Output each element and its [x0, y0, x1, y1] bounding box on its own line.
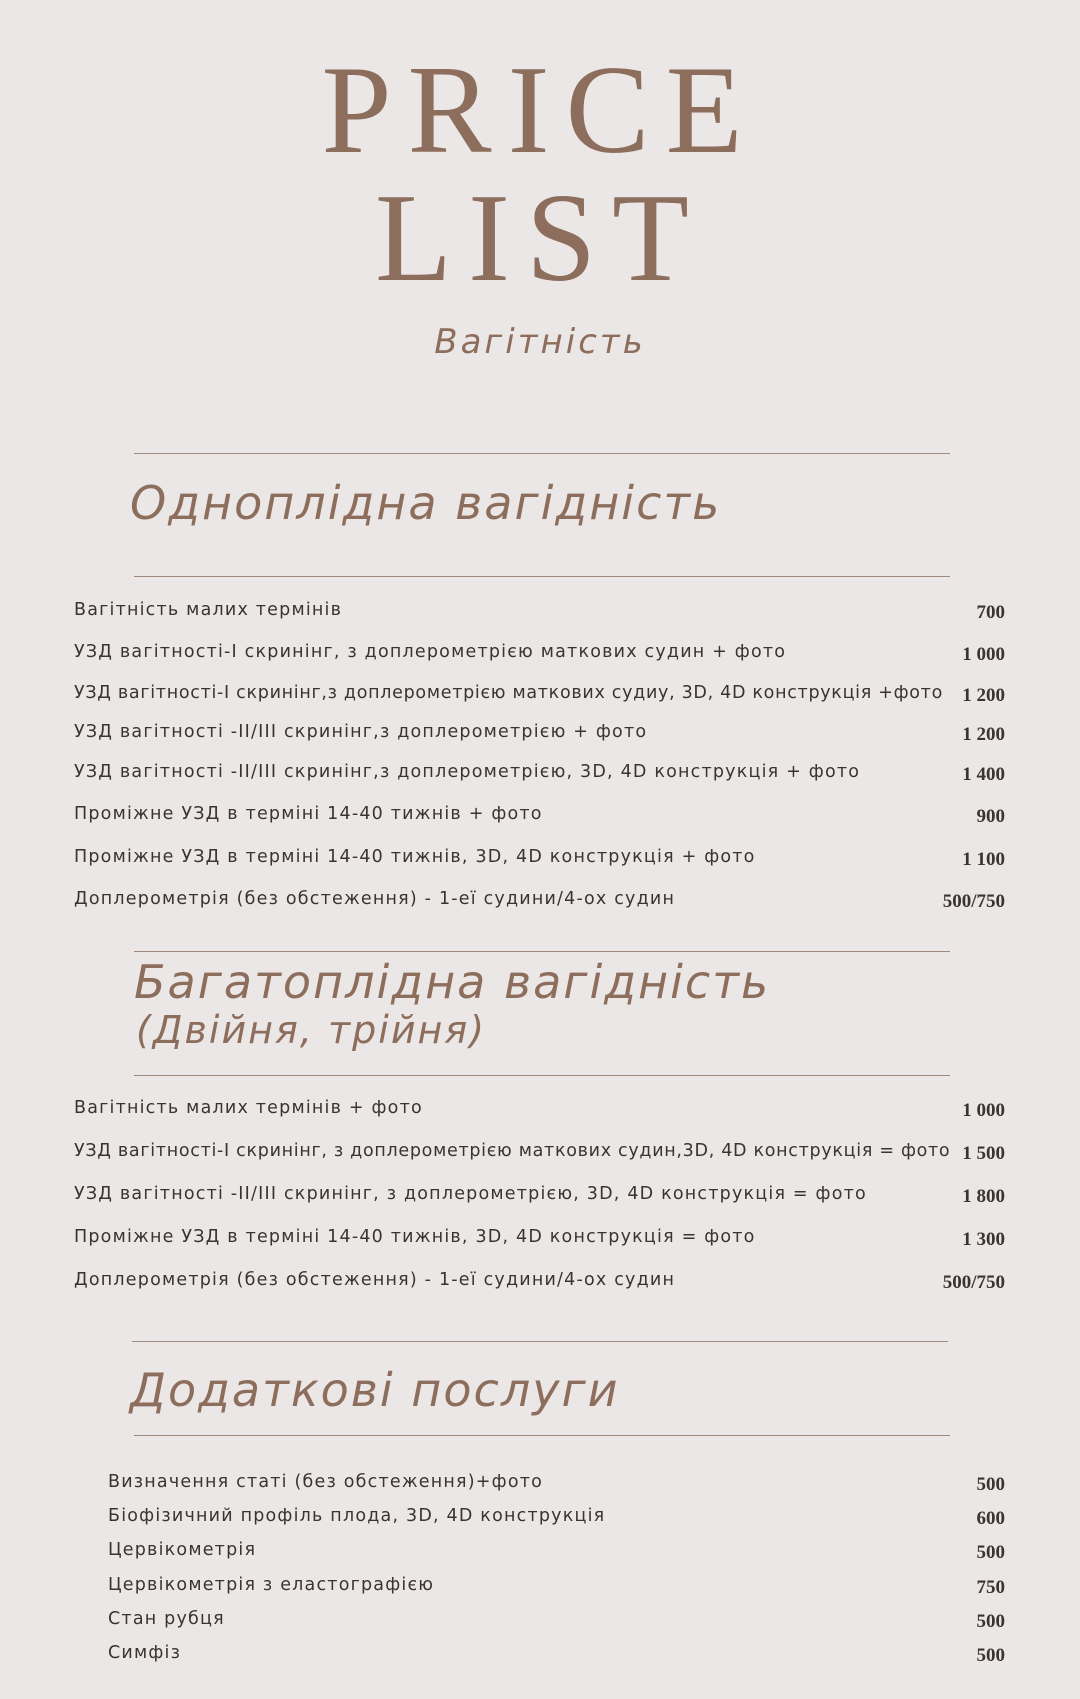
service-name: Проміжне УЗД в терміні 14-40 тижнів, 3D, 4D конструкція + фото [74, 847, 756, 867]
service-name: УЗД вагітності -ІІ/ІІІ скринінг,з доплерометрією + фото [74, 722, 648, 742]
service-price: 1 800 [962, 1186, 1005, 1207]
section-divider-top [134, 951, 950, 952]
service-price: 500 [976, 1645, 1005, 1666]
service-name: Доплерометрія (без обстеження) - 1-еї судини/4-ох судин [74, 889, 676, 909]
service-name: УЗД вагітності-І скринінг,з доплерометрією маткових судиу, 3D, 4D конструкція +фото [74, 683, 943, 703]
service-price: 500/750 [942, 891, 1005, 912]
service-name: Стан рубця [108, 1609, 225, 1629]
service-price: 500 [976, 1542, 1005, 1563]
section-divider-bottom [134, 576, 950, 577]
service-price: 1 000 [962, 1100, 1005, 1121]
price-row [0, 1506, 1080, 1536]
service-price: 600 [976, 1508, 1005, 1529]
section-divider-bottom [134, 1075, 950, 1076]
service-price: 500 [976, 1611, 1005, 1632]
service-name: Вагітність малих термінів [74, 600, 343, 620]
service-name: УЗД вагітності -ІІ/ІІІ скринінг, з доплерометрією, 3D, 4D конструкція = фото [74, 1184, 867, 1204]
price-row [0, 722, 1080, 752]
service-price: 1 200 [962, 685, 1005, 706]
price-row [0, 1270, 1080, 1300]
section-heading-multiple: Багатоплідна вагідність [134, 955, 771, 1009]
price-row [0, 642, 1080, 672]
service-price: 500/750 [942, 1272, 1005, 1293]
service-price: 1 500 [962, 1143, 1005, 1164]
service-name: Симфіз [108, 1643, 182, 1663]
service-name: Проміжне УЗД в терміні 14-40 тижнів, 3D, 4D конструкція = фото [74, 1227, 756, 1247]
service-price: 700 [976, 602, 1005, 623]
page-subtitle: Вагітність [434, 322, 646, 362]
service-name: Цервікометрія з еластографією [108, 1575, 435, 1595]
service-price: 1 300 [962, 1229, 1005, 1250]
price-row [0, 1184, 1080, 1214]
title-price: PRICE [321, 41, 759, 180]
service-name: Доплерометрія (без обстеження) - 1-еї судини/4-ох судин [74, 1270, 676, 1290]
service-price: 1 000 [962, 644, 1005, 665]
service-name: УЗД вагітності-І скринінг, з доплерометрією маткових судин,3D, 4D конструкція = фото [74, 1141, 951, 1161]
price-row [0, 600, 1080, 630]
section-divider-bottom [134, 1435, 950, 1436]
service-name: УЗД вагітності -ІІ/ІІІ скринінг,з доплерометрією, 3D, 4D конструкція + фото [74, 762, 861, 782]
price-row [0, 889, 1080, 919]
service-name: Вагітність малих термінів + фото [74, 1098, 423, 1118]
service-name: Цервікометрія [108, 1540, 257, 1560]
service-price: 500 [976, 1474, 1005, 1495]
price-row [0, 1472, 1080, 1502]
section-divider-top [132, 1341, 948, 1342]
section-divider-top [134, 453, 950, 454]
price-row [0, 1609, 1080, 1639]
service-price: 750 [976, 1577, 1005, 1598]
service-name: Біофізичний профіль плода, 3D, 4D конструкція [108, 1506, 606, 1526]
section-heading-singleton: Одноплідна вагідність [130, 476, 722, 530]
service-name: Визначення статі (без обстеження)+фото [108, 1472, 544, 1492]
price-row [0, 683, 1080, 713]
service-price: 1 100 [962, 849, 1005, 870]
price-row [0, 847, 1080, 877]
service-name: Проміжне УЗД в терміні 14-40 тижнів + фото [74, 804, 543, 824]
section-subheading-multiple: (Двійня, трійня) [136, 1008, 487, 1052]
price-row [0, 762, 1080, 792]
service-price: 1 200 [962, 724, 1005, 745]
price-row [0, 1540, 1080, 1570]
service-name: УЗД вагітності-І скринінг, з доплерометрією маткових судин + фото [74, 642, 787, 662]
price-row [0, 1098, 1080, 1128]
price-row [0, 1141, 1080, 1171]
price-row [0, 1643, 1080, 1673]
service-price: 1 400 [962, 764, 1005, 785]
section-heading-additional: Додаткові послуги [130, 1363, 620, 1417]
price-row [0, 1227, 1080, 1257]
title-list: LIST [375, 169, 705, 308]
price-row [0, 1575, 1080, 1605]
price-row [0, 804, 1080, 834]
service-price: 900 [976, 806, 1005, 827]
